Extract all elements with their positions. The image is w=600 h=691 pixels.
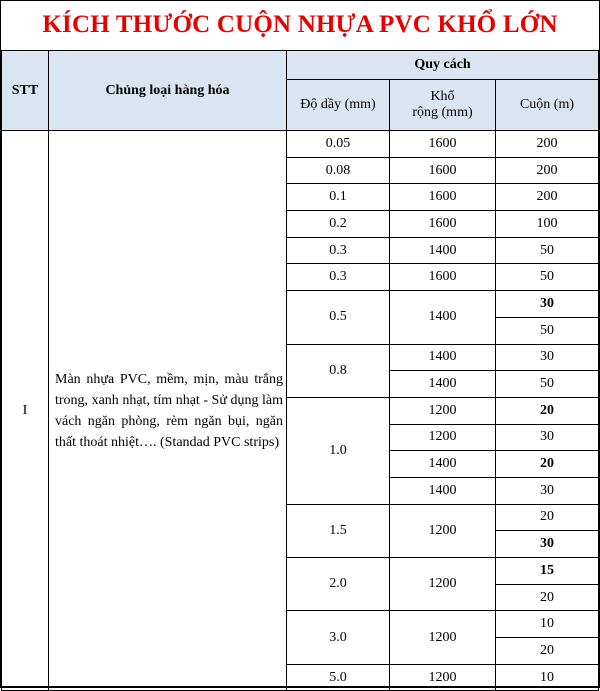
width-cell: 1400 (390, 344, 496, 371)
header-width-line2: rộng (mm) (412, 105, 473, 120)
width-cell: 1600 (390, 131, 496, 158)
spec-table (1, 50, 599, 691)
width-cell: 1200 (390, 397, 496, 424)
roll-cell: 30 (496, 531, 599, 558)
roll-cell: 30 (496, 344, 599, 371)
width-cell: 1400 (390, 371, 496, 398)
width-cell: 1600 (390, 264, 496, 291)
roll-cell: 30 (496, 291, 599, 318)
roll-cell: 20 (496, 638, 599, 665)
width-cell: 1200 (390, 504, 496, 557)
roll-cell: 20 (496, 504, 599, 531)
thickness-cell: 1.5 (287, 504, 390, 557)
header-spec: Quy cách (287, 51, 599, 80)
roll-cell: 200 (496, 131, 599, 158)
roll-cell: 30 (496, 424, 599, 451)
page-title: KÍCH THƯỚC CUỘN NHỰA PVC KHỔ LỚN (42, 11, 558, 38)
width-cell: 1600 (390, 157, 496, 184)
width-cell: 1600 (390, 184, 496, 211)
roll-cell: 100 (496, 211, 599, 238)
width-cell: 1400 (390, 477, 496, 504)
roll-cell: 50 (496, 237, 599, 264)
width-cell: 1200 (390, 558, 496, 611)
thickness-cell: 0.3 (287, 264, 390, 291)
width-cell: 1600 (390, 211, 496, 238)
roll-cell: 20 (496, 451, 599, 478)
width-cell: 1200 (390, 664, 496, 691)
thickness-cell: 3.0 (287, 611, 390, 664)
roll-cell: 30 (496, 477, 599, 504)
thickness-cell: 2.0 (287, 558, 390, 611)
width-cell: 1200 (390, 611, 496, 664)
width-cell: 1400 (390, 237, 496, 264)
row-stt: I (2, 131, 49, 691)
roll-cell: 10 (496, 664, 599, 691)
roll-cell: 20 (496, 397, 599, 424)
roll-cell: 15 (496, 558, 599, 585)
header-thickness: Độ dầy (mm) (287, 80, 390, 131)
roll-cell: 20 (496, 584, 599, 611)
roll-cell: 10 (496, 611, 599, 638)
header-width-line1: Khổ (430, 89, 455, 104)
roll-cell: 200 (496, 157, 599, 184)
roll-cell: 50 (496, 264, 599, 291)
roll-cell: 200 (496, 184, 599, 211)
thickness-cell: 5.0 (287, 664, 390, 691)
header-product: Chủng loại hàng hóa (49, 51, 287, 131)
roll-cell: 50 (496, 371, 599, 398)
table-row (2, 131, 599, 158)
header-stt: STT (2, 51, 49, 131)
thickness-cell: 0.8 (287, 344, 390, 397)
roll-cell: 50 (496, 317, 599, 344)
thickness-cell: 0.1 (287, 184, 390, 211)
thickness-cell: 0.3 (287, 237, 390, 264)
thickness-cell: 0.08 (287, 157, 390, 184)
header-width (390, 80, 496, 131)
width-cell: 1200 (390, 424, 496, 451)
thickness-cell: 1.0 (287, 397, 390, 504)
thickness-cell: 0.05 (287, 131, 390, 158)
thickness-cell: 0.5 (287, 291, 390, 344)
thickness-cell: 0.2 (287, 211, 390, 238)
header-roll: Cuộn (m) (496, 80, 599, 131)
product-description: Màn nhựa PVC, mềm, mịn, màu trắng trong, xanh nhạt, tím nhạt - Sử dụng làm vách ngăn phòng, rèm ngăn bụi, ngăn thất thoát nhiệt…. (Standad PVC strips) (49, 131, 287, 691)
width-cell: 1400 (390, 291, 496, 344)
width-cell: 1400 (390, 451, 496, 478)
